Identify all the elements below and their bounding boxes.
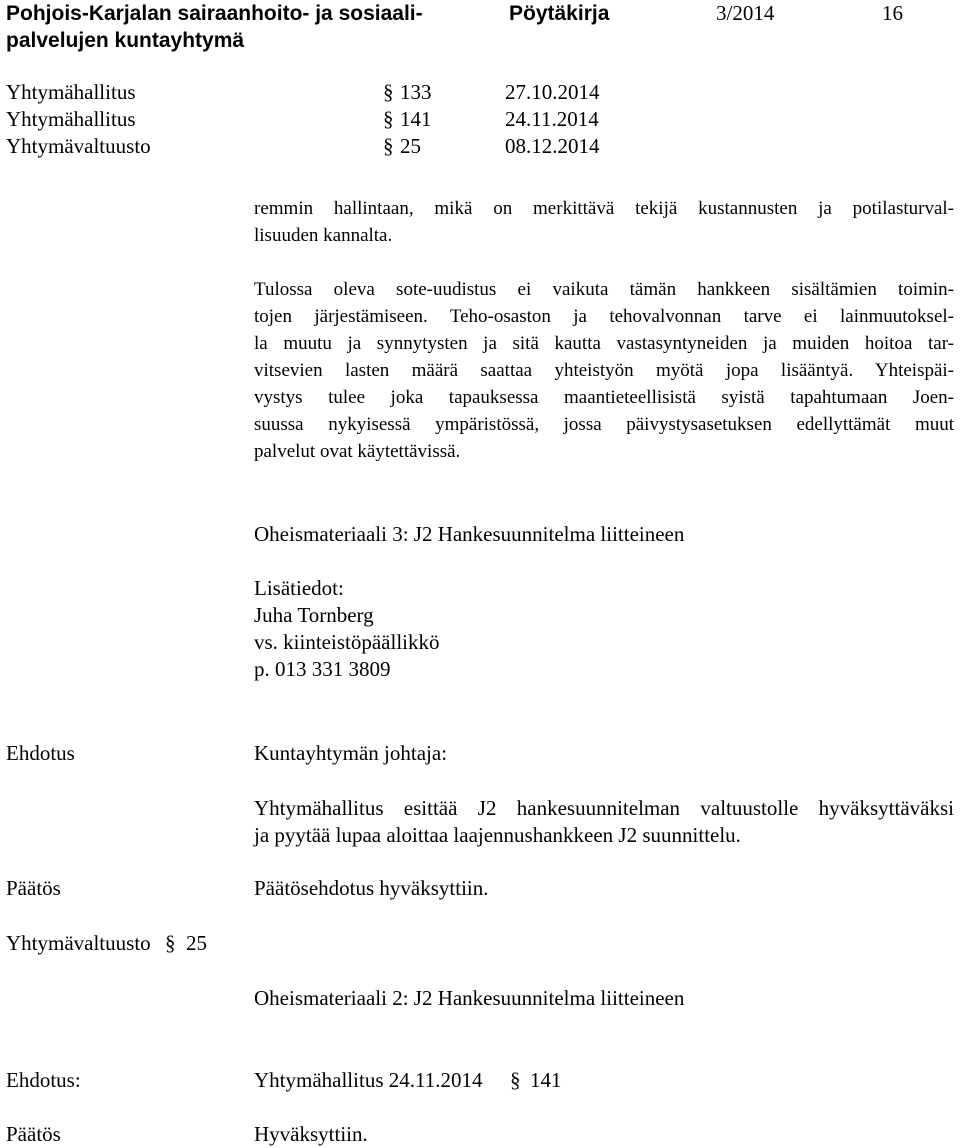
proposal-label: Ehdotus — [6, 741, 75, 765]
reference-section: 141 — [400, 107, 432, 131]
paragraph-line: suussa nykyisessä ympäristössä, jossa päivystysasetuksen edellyttämät muut — [254, 414, 954, 435]
organization-name — [6, 0, 423, 54]
reference-section: 25 — [400, 134, 421, 158]
reference-date: 27.10.2014 — [505, 80, 600, 104]
council-section: 25 — [186, 931, 207, 955]
reference-body: Yhtymävaltuusto — [6, 134, 151, 158]
reference-body: Yhtymähallitus — [6, 80, 136, 104]
reference-date: 24.11.2014 — [505, 107, 599, 131]
proposal-text — [254, 795, 954, 849]
council-proposal-text: Yhtymähallitus 24.11.2014 — [254, 1068, 483, 1092]
contact-block — [254, 575, 439, 683]
paragraph-line: vystys tulee joka tapauksessa maantieteellisistä syistä tapahtumaan Joen- — [254, 387, 954, 408]
council-proposal-label: Ehdotus: — [6, 1068, 81, 1092]
contact-heading: Lisätiedot: — [254, 576, 344, 600]
organization-name-line2: palvelujen kuntayhtymä — [6, 29, 245, 52]
paragraph-line: vitsevien lasten määrä saattaa yhteistyön myötä jopa lisääntyä. Yhteispäi- — [254, 360, 954, 381]
paragraph-1 — [254, 195, 954, 249]
proposal-line: Yhtymähallitus esittää J2 hankesuunnitelman valtuustolle hyväksyttäväksi — [254, 796, 954, 820]
contact-phone: p. 013 331 3809 — [254, 657, 391, 681]
proposal-speaker: Kuntayhtymän johtaja: — [254, 741, 448, 765]
organization-name-line1: Pohjois-Karjalan sairaanhoito- ja sosiaali- — [6, 2, 423, 25]
paragraph-line: lisuuden kannalta. — [254, 225, 393, 246]
council-heading: Yhtymävaltuusto — [6, 931, 151, 955]
paragraph-2 — [254, 276, 954, 465]
council-decision-label: Päätös — [6, 1122, 61, 1146]
page-number: 16 — [882, 1, 903, 25]
paragraph-line: palvelut ovat käytettävissä. — [254, 441, 461, 462]
paragraph-line: remmin hallintaan, mikä on merkittävä tekijä kustannusten ja potilasturval- — [254, 198, 954, 219]
document-type: Pöytäkirja — [509, 2, 610, 25]
council-decision-text: Hyväksyttiin. — [254, 1122, 368, 1146]
paragraph-line: tojen järjestämiseen. Teho-osaston ja tehovalvonnan tarve ei lainmuutoksel- — [254, 306, 954, 327]
section-sign: § — [383, 80, 394, 104]
section-sign: § — [383, 134, 394, 158]
section-sign: § — [165, 931, 176, 955]
contact-name: Juha Tornberg — [254, 603, 374, 627]
decision-text: Päätösehdotus hyväksyttiin. — [254, 876, 489, 900]
decision-label: Päätös — [6, 876, 61, 900]
section-sign: § — [510, 1068, 521, 1092]
reference-body: Yhtymähallitus — [6, 107, 136, 131]
section-sign: § — [383, 107, 394, 131]
council-attachment-note: Oheismateriaali 2: J2 Hankesuunnitelma liitteineen — [254, 986, 685, 1010]
council-proposal-section: 141 — [530, 1068, 562, 1092]
proposal-line: ja pyytää lupaa aloittaa laajennushankkeen J2 suunnittelu. — [254, 823, 741, 847]
paragraph-line: la muutu ja synnytysten ja sitä kautta vastasyntyneiden ja muiden hoitoa tar- — [254, 333, 954, 354]
reference-date: 08.12.2014 — [505, 134, 600, 158]
document-number: 3/2014 — [716, 1, 775, 25]
attachment-note: Oheismateriaali 3: J2 Hankesuunnitelma liitteineen — [254, 522, 685, 546]
reference-section: 133 — [400, 80, 432, 104]
contact-title: vs. kiinteistöpäällikkö — [254, 630, 440, 654]
paragraph-line: Tulossa oleva sote-uudistus ei vaikuta tämän hankkeen sisältämien toimin- — [254, 279, 954, 300]
